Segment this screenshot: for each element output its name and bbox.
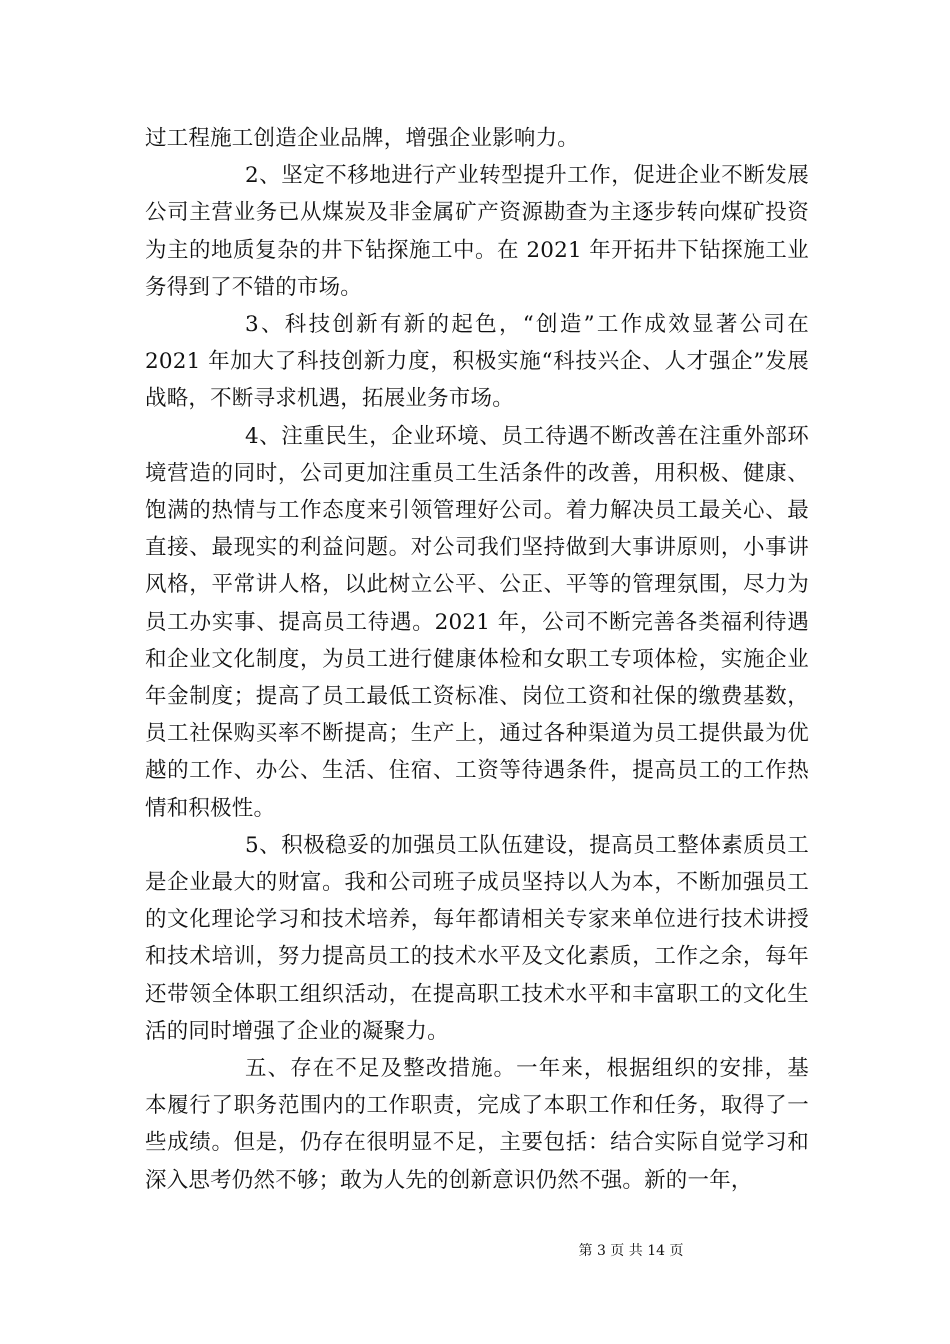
paragraph-section-5: 五、存在不足及整改措施。一年来，根据组织的安排，基本履行了职务范围内的工作职责，完成了本职工作和任务，取得了一些成绩。但是，仍存在很明显不足，主要包括：结合实际自觉学习和深入思考仍然不够；敢为人先的创新意识仍然不强。新的一年， [145, 1056, 809, 1193]
page-footer [0, 1240, 950, 1260]
document-body [145, 120, 809, 1199]
paragraph-item-2: 2、坚定不移地进行产业转型提升工作，促进企业不断发展公司主营业务已从煤炭及非金属矿产资源勘查为主逐步转向煤矿投资为主的地质复杂的井下钻探施工中。在 2021 年开拓井下钻探施工业务得到了不错的市场。 [145, 163, 809, 300]
paragraph-item-5: 5、积极稳妥的加强员工队伍建设，提高员工整体素质员工是企业最大的财富。我和公司班子成员坚持以人为本，不断加强员工的文化理论学习和技术培养，每年都请相关专家来单位进行技术讲授和技术培训，努力提高员工的技术水平及文化素质，工作之余，每年还带领全体职工组织活动，在提高职工技术水平和丰富职工的文化生活的同时增强了企业的凝聚力。 [145, 832, 809, 1044]
paragraph-item-3: 3、科技创新有新的起色，“创造”工作成效显著公司在 2021 年加大了科技创新力度，积极实施“科技兴企、人才强企”发展战略，不断寻求机遇，拓展业务市场。 [145, 312, 809, 412]
paragraph-continuation: 过工程施工创造企业品牌，增强企业影响力。 [145, 126, 580, 151]
page-number: 第 3 页 共 14 页 [578, 1243, 684, 1259]
paragraph-item-4: 4、注重民生，企业环境、员工待遇不断改善在注重外部环境营造的同时，公司更加注重员工生活条件的改善，用积极、健康、饱满的热情与工作态度来引领管理好公司。着力解决员工最关心、最直接、最现实的利益问题。对公司我们坚持做到大事讲原则，小事讲风格，平常讲人格，以此树立公平、公正、平等的管理氛围，尽力为员工办实事、提高员工待遇。2021 年，公司不断完善各类福利待遇和企业文化制度，为员工进行健康体检和女职工专项体检，实施企业年金制度；提高了员工最低工资标准、岗位工资和社保的缴费基数，员工社保购买率不断提高；生产上，通过各种渠道为员工提供最为优越的工作、办公、生活、住宿、工资等待遇条件，提高员工的工作热情和积极性。 [145, 423, 809, 821]
